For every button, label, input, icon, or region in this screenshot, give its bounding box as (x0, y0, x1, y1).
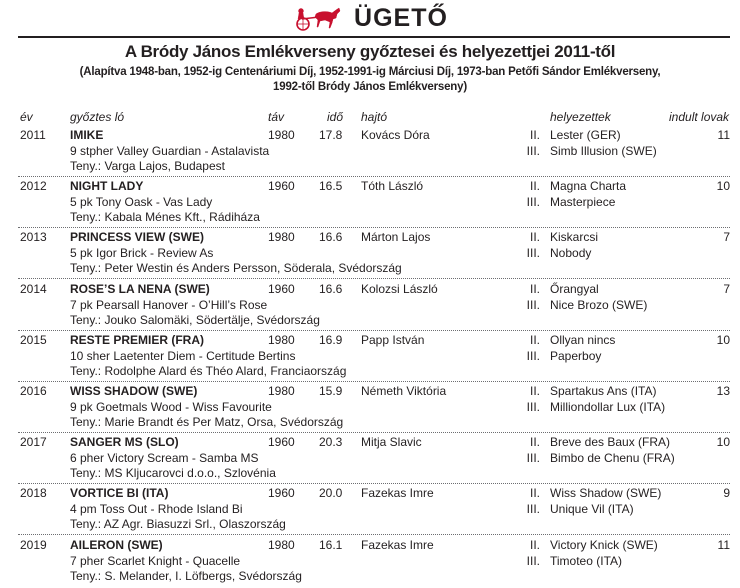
entry-time: 20.3 (319, 435, 343, 449)
entry-pedigree: 4 pm Toss Out - Rhode Island Bi (70, 501, 243, 516)
entry-starters: 7 (723, 282, 730, 296)
result-entry (0, 230, 740, 280)
entry-breeder: Teny.: Varga Lajos, Budapest (70, 159, 225, 173)
entry-winner: AILERON (SWE) (70, 538, 163, 552)
entry-year: 2018 (20, 486, 47, 500)
entry-breeder: Teny.: S. Melander, I. Löfbergs, Svédország (70, 569, 302, 583)
entry-distance: 1980 (268, 230, 295, 244)
column-header-starters: indult lovak (669, 110, 730, 124)
entry-pedigree: 5 pk Tony Oask - Vas Lady (70, 194, 213, 209)
result-entry (0, 333, 740, 383)
result-entry (0, 384, 740, 434)
entry-rank-third: III. (526, 501, 540, 516)
subtitle-line-2: 1992-től Bródy János Emlékverseny) (273, 81, 467, 93)
entry-pedigree: 6 pher Victory Scream - Samba MS (70, 450, 259, 465)
entry-driver: Mitja Slavic (361, 435, 422, 449)
entry-year: 2016 (20, 384, 47, 398)
page-subtitle (40, 65, 700, 95)
entry-driver: Fazekas Imre (361, 538, 434, 552)
column-header-placed: helyezettek (550, 110, 611, 124)
entry-year: 2015 (20, 333, 47, 347)
entry-pedigree: 9 stpher Valley Guardian - Astalavista (70, 143, 270, 158)
entry-year: 2014 (20, 282, 47, 296)
entry-year: 2012 (20, 179, 47, 193)
entry-third-place: Milliondollar Lux (ITA) (550, 399, 666, 414)
entry-time: 16.9 (319, 333, 343, 347)
column-header-year: év (20, 110, 33, 124)
entry-rank-second: II. (529, 128, 540, 142)
entry-rank-third: III. (526, 553, 540, 568)
entry-time: 16.1 (319, 538, 343, 552)
entry-distance: 1980 (268, 128, 295, 142)
entry-starters: 13 (716, 384, 730, 398)
entry-breeder: Teny.: Rodolphe Alard és Théo Alard, Franciaország (70, 364, 347, 378)
entry-starters: 7 (723, 230, 730, 244)
entry-second-place: Wiss Shadow (SWE) (550, 486, 662, 500)
entry-second-place: Lester (GER) (550, 128, 621, 142)
entry-year: 2011 (20, 128, 46, 142)
entry-rank-second: II. (529, 486, 540, 500)
entry-rank-third: III. (526, 194, 540, 209)
entry-starters: 11 (717, 538, 730, 552)
column-header-winner: győztes ló (70, 110, 125, 124)
harness-racing-sulky-icon (292, 4, 344, 32)
entry-rank-second: II. (529, 384, 540, 398)
entry-starters: 10 (716, 333, 730, 347)
entry-rank-third: III. (526, 348, 540, 363)
entry-driver: Fazekas Imre (361, 486, 434, 500)
entry-winner: NIGHT LADY (70, 179, 144, 193)
entry-divider (18, 278, 730, 279)
entry-pedigree: 7 pher Scarlet Knight - Quacelle (70, 553, 241, 568)
entry-winner: RESTE PREMIER (FRA) (70, 333, 205, 347)
entry-distance: 1960 (268, 435, 295, 449)
entry-third-place: Masterpiece (550, 194, 616, 209)
entry-breeder: Teny.: Jouko Salomäki, Södertälje, Svédország (70, 313, 320, 327)
entry-winner: IMIKE (70, 128, 104, 142)
result-entry (0, 435, 740, 485)
entry-winner: SANGER MS (SLO) (70, 435, 179, 449)
entry-breeder: Teny.: Marie Brandt és Per Matz, Orsa, Svédország (70, 415, 344, 429)
entry-pedigree: 10 sher Laetenter Diem - Certitude Bertins (70, 348, 296, 363)
entry-breeder: Teny.: MS Kljucarovci d.o.o., Szlovénia (70, 466, 276, 480)
entry-pedigree: 7 pk Pearsall Hanover - O’Hill’s Rose (70, 297, 268, 312)
entry-pedigree: 9 pk Goetmals Wood - Wiss Favourite (70, 399, 272, 414)
entry-divider (18, 534, 730, 535)
entry-rank-third: III. (526, 297, 540, 312)
entry-starters: 9 (723, 486, 730, 500)
entry-distance: 1980 (268, 333, 295, 347)
entry-rank-third: III. (526, 399, 540, 414)
entry-divider (18, 330, 730, 331)
entry-breeder: Teny.: Peter Westin és Anders Persson, Söderala, Svédország (70, 261, 402, 275)
entry-distance: 1960 (268, 486, 295, 500)
entry-breeder: Teny.: Kabala Ménes Kft., Rádiháza (70, 210, 260, 224)
entry-rank-second: II. (529, 435, 540, 449)
entry-time: 20.0 (319, 486, 343, 500)
entry-distance: 1980 (268, 384, 295, 398)
entry-starters: 10 (716, 179, 730, 193)
entry-rank-second: II. (529, 538, 540, 552)
result-entry (0, 179, 740, 229)
entry-driver: Tóth László (361, 179, 424, 193)
entry-divider (18, 483, 730, 484)
entry-rank-second: II. (529, 230, 540, 244)
entry-second-place: Ollyan nincs (550, 333, 616, 347)
entry-third-place: Paperboy (550, 348, 602, 363)
entry-winner: VORTICE BI (ITA) (70, 486, 169, 500)
entry-time: 17.8 (319, 128, 343, 142)
result-entry (0, 128, 740, 178)
result-entry (0, 282, 740, 332)
entry-year: 2019 (20, 538, 47, 552)
page-title: A Bródy János Emlékverseny győztesei és helyezettjei 2011-től (124, 42, 616, 61)
entry-driver: Németh Viktória (361, 384, 447, 398)
subtitle-line-1: (Alapítva 1948-ban, 1952-ig Centenáriumi Díj, 1952-1991-ig Márciusi Díj, 1973-ban Petőfi Sándor Emlékverseny, (79, 66, 661, 78)
entry-driver: Papp István (361, 333, 425, 347)
header-rule (18, 36, 730, 38)
entry-time: 16.5 (319, 179, 343, 193)
entry-third-place: Bimbo de Chenu (FRA) (550, 450, 675, 465)
entry-distance: 1960 (268, 282, 295, 296)
result-entry (0, 486, 740, 536)
entry-pedigree: 5 pk Igor Brick - Review As (70, 245, 214, 260)
entry-third-place: Timoteo (ITA) (550, 553, 623, 568)
entry-second-place: Kiskarcsi (550, 230, 599, 244)
entry-second-place: Victory Knick (SWE) (550, 538, 658, 552)
entry-winner: ROSE’S LA NENA (SWE) (70, 282, 210, 296)
entry-second-place: Őrangyal (550, 282, 599, 296)
entry-distance: 1980 (268, 538, 295, 552)
entry-driver: Kolozsi László (361, 282, 438, 296)
entry-third-place: Nice Brozo (SWE) (550, 297, 648, 312)
entry-starters: 10 (716, 435, 730, 449)
entry-time: 16.6 (319, 230, 343, 244)
entry-driver: Kovács Dóra (361, 128, 430, 142)
entry-divider (18, 432, 730, 433)
entry-second-place: Spartakus Ans (ITA) (550, 384, 657, 398)
column-header-driver: hajtó (361, 110, 388, 124)
entry-third-place: Unique Vil (ITA) (550, 501, 634, 516)
entry-second-place: Breve des Baux (FRA) (550, 435, 671, 449)
entry-starters: 11 (717, 128, 730, 142)
entry-time: 16.6 (319, 282, 343, 296)
entry-distance: 1960 (268, 179, 295, 193)
entry-second-place: Magna Charta (550, 179, 627, 193)
entry-divider (18, 227, 730, 228)
entry-rank-second: II. (529, 179, 540, 193)
entry-time: 15.9 (319, 384, 343, 398)
entry-year: 2017 (20, 435, 47, 449)
entry-rank-third: III. (526, 245, 540, 260)
entry-winner: WISS SHADOW (SWE) (70, 384, 198, 398)
entry-year: 2013 (20, 230, 47, 244)
entry-rank-second: II. (529, 333, 540, 347)
column-header-time: idő (327, 110, 344, 124)
section-header (0, 2, 740, 34)
entry-driver: Márton Lajos (361, 230, 431, 244)
entry-rank-third: III. (526, 143, 540, 158)
result-entry (0, 538, 740, 588)
entry-rank-second: II. (529, 282, 540, 296)
entry-rank-third: III. (526, 450, 540, 465)
entry-divider (18, 381, 730, 382)
entry-third-place: Simb Illusion (SWE) (550, 143, 657, 158)
entry-divider (18, 176, 730, 177)
entry-breeder: Teny.: AZ Agr. Biasuzzi Srl., Olaszország (70, 517, 286, 531)
column-header-distance: táv (268, 110, 285, 124)
entry-winner: PRINCESS VIEW (SWE) (70, 230, 205, 244)
entry-third-place: Nobody (550, 245, 592, 260)
section-title: ÜGETŐ (354, 3, 448, 32)
